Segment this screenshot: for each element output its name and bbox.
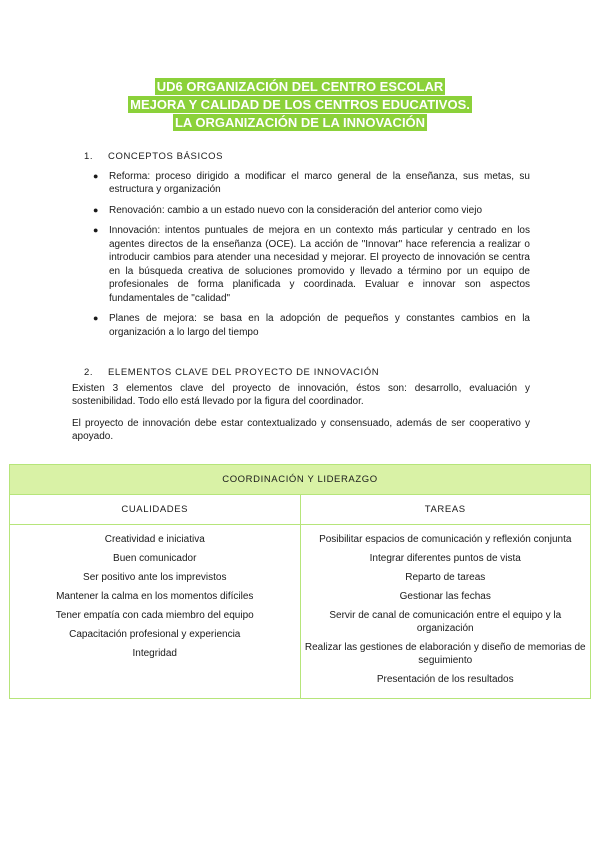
tareas-cell	[300, 525, 591, 699]
table-item: Integridad	[132, 648, 177, 659]
table-item: Buen comunicador	[113, 553, 197, 564]
section-number: 1.	[84, 151, 94, 162]
table-item: Tener empatía con cada miembro del equipo	[55, 610, 254, 621]
document-title	[0, 78, 600, 132]
list-item: ● Planes de mejora: se basa en la adopción de pequeños y constantes cambios en la organización a lo largo del tiempo	[93, 313, 530, 338]
column-header-cualidades: CUALIDADES	[10, 495, 301, 525]
table-item: Ser positivo ante los imprevistos	[83, 572, 227, 583]
table-item: Capacitación profesional y experiencia	[69, 629, 241, 640]
table-item: Posibilitar espacios de comunicación y reflexión conjunta	[319, 534, 572, 545]
cualidades-cell	[10, 525, 301, 699]
bullet-icon: ●	[93, 225, 99, 235]
section-title: ELEMENTOS CLAVE DEL PROYECTO DE INNOVACIÓN	[108, 367, 380, 378]
table-item: Gestionar las fechas	[399, 591, 491, 602]
table-item: Realizar las gestiones de elaboración y diseño de memorias de seguimiento	[304, 642, 586, 666]
section-heading	[72, 150, 530, 164]
list-item: ● Renovación: cambio a un estado nuevo con la consideración del anterior como viejo	[93, 204, 483, 216]
table-item: Creatividad e iniciativa	[104, 534, 205, 545]
concepts-list	[72, 170, 530, 340]
bullet-icon: ●	[93, 313, 99, 323]
table-item: Presentación de los resultados	[376, 674, 514, 685]
section-elementos	[72, 366, 530, 452]
table-title: COORDINACIÓN Y LIDERAZGO	[10, 465, 591, 495]
leadership-table	[9, 464, 591, 699]
bullet-icon: ●	[93, 170, 99, 181]
list-item: ● Innovación: intentos puntuales de mejora en un contexto más particular y centrado en los agentes directos de la enseñanza (OCE). La acción de "Innovar" hace referencia a realizar o introducir cambios para atender una necesidad y mejorar. El proyecto de innovación se centra en la búsqueda creativa de soluciones promovido y llevado a término por un equipo de profesionales de forma planificada y coordinada. Evaluar e innovar son aspectos fundamentales de "calidad"	[93, 225, 530, 304]
list-item: ● Reforma: proceso dirigido a modificar el marco general de la enseñanza, sus metas, su estructura y organización	[93, 170, 530, 195]
section-title: CONCEPTOS BÁSICOS	[108, 151, 224, 162]
section-conceptos	[72, 150, 530, 346]
section-heading	[72, 366, 530, 380]
bullet-icon: ●	[93, 204, 99, 215]
section-number: 2.	[84, 367, 94, 378]
table-item: Integrar diferentes puntos de vista	[369, 553, 521, 564]
table-item: Reparto de tareas	[405, 572, 486, 583]
paragraph: El proyecto de innovación debe estar contextualizado y consensuado, además de ser cooperativo y apoyado.	[72, 417, 530, 442]
title-line-1: UD6 ORGANIZACIÓN DEL CENTRO ESCOLAR	[156, 79, 444, 94]
title-line-2: MEJORA Y CALIDAD DE LOS CENTROS EDUCATIVOS.	[130, 97, 470, 112]
title-line-3: LA ORGANIZACIÓN DE LA INNOVACIÓN	[174, 115, 426, 130]
paragraph: Existen 3 elementos clave del proyecto de innovación, éstos son: desarrollo, evaluación y sostenibilidad. Todo ello está llevado por la figura del coordinador.	[72, 382, 530, 407]
table-item: Mantener la calma en los momentos difíciles	[56, 591, 254, 602]
column-header-tareas: TAREAS	[300, 495, 591, 525]
table-item: Servir de canal de comunicación entre el equipo y la organización	[329, 610, 562, 634]
